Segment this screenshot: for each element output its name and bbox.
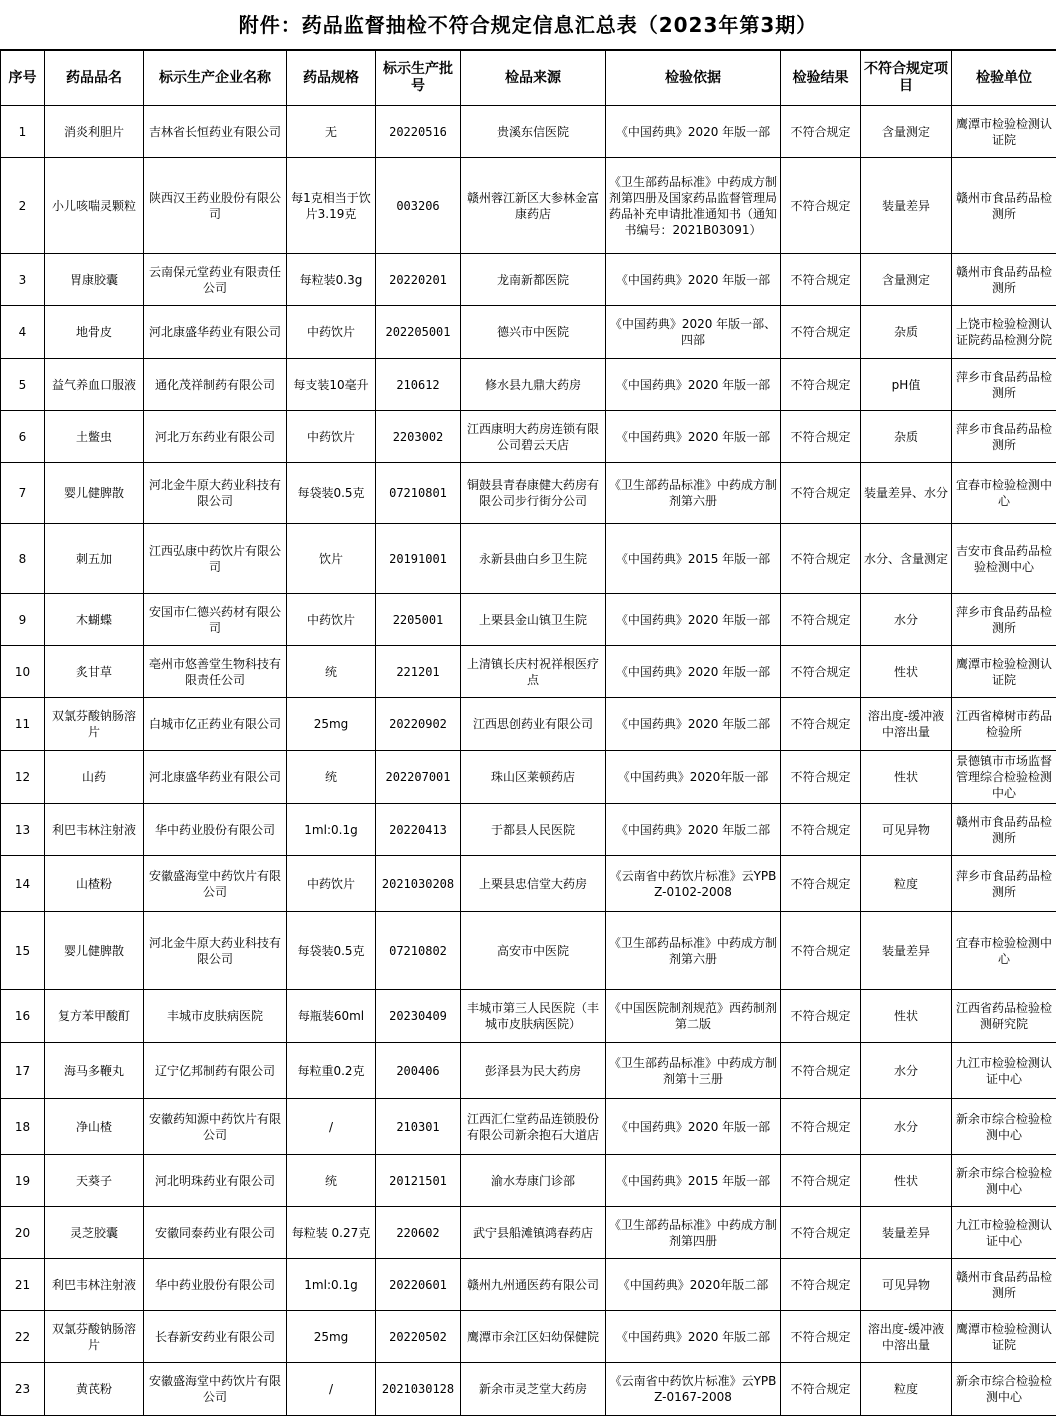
cell-test-unit: 赣州市食品药品检测所: [952, 254, 1056, 306]
cell-index: 14: [1, 856, 45, 912]
cell-drug-name: 小儿咳喘灵颗粒: [45, 158, 144, 254]
cell-failed-item: 性状: [861, 990, 952, 1043]
cell-test-basis: 《卫生部药品标准》中药成方制剂第四册及国家药品监督管理局药品补充申请批准通知书（通知书编号：2021B03091）: [606, 158, 781, 254]
cell-sample-source: 上栗县金山镇卫生院: [461, 594, 606, 646]
cell-drug-name: 双氯芬酸钠肠溶片: [45, 698, 144, 751]
cell-failed-item: 水分: [861, 1099, 952, 1155]
cell-drug-name: 益气养血口服液: [45, 359, 144, 411]
cell-sample-source: 铜鼓县青春康健大药房有限公司步行街分公司: [461, 463, 606, 524]
header-failed-item: 不符合规定项目: [861, 51, 952, 106]
cell-index: 5: [1, 359, 45, 411]
cell-drug-name: 地骨皮: [45, 306, 144, 359]
cell-sample-source: 修水县九鼎大药房: [461, 359, 606, 411]
cell-failed-item: 溶出度-缓冲液中溶出量: [861, 1311, 952, 1363]
cell-index: 12: [1, 751, 45, 804]
cell-test-result: 不符合规定: [781, 594, 861, 646]
cell-test-result: 不符合规定: [781, 411, 861, 463]
cell-test-basis: 《中国药典》2020 年版一部、四部: [606, 306, 781, 359]
cell-index: 6: [1, 411, 45, 463]
cell-specification: 每瓶装60ml: [287, 990, 376, 1043]
table-row: [1, 698, 1056, 751]
cell-specification: 1ml:0.1g: [287, 804, 376, 856]
cell-failed-item: 性状: [861, 751, 952, 804]
cell-sample-source: 鹰潭市余江区妇幼保健院: [461, 1311, 606, 1363]
cell-test-basis: 《卫生部药品标准》中药成方制剂第十三册: [606, 1043, 781, 1099]
cell-specification: /: [287, 1099, 376, 1155]
cell-test-unit: 鹰潭市检验检测认证院: [952, 1311, 1056, 1363]
cell-manufacturer: 云南保元堂药业有限责任公司: [144, 254, 287, 306]
header-test-result: 检验结果: [781, 51, 861, 106]
cell-test-unit: 新余市综合检验检测中心: [952, 1363, 1056, 1416]
cell-drug-name: 山药: [45, 751, 144, 804]
cell-failed-item: 含量测定: [861, 254, 952, 306]
cell-test-unit: 九江市检验检测认证中心: [952, 1043, 1056, 1099]
cell-batch-number: 200406: [376, 1043, 461, 1099]
cell-drug-name: 山楂粉: [45, 856, 144, 912]
cell-test-result: 不符合规定: [781, 804, 861, 856]
cell-batch-number: 20220902: [376, 698, 461, 751]
table-row: [1, 158, 1056, 254]
table-row: [1, 990, 1056, 1043]
cell-sample-source: 德兴市中医院: [461, 306, 606, 359]
cell-test-unit: 上饶市检验检测认证院药品检测分院: [952, 306, 1056, 359]
cell-manufacturer: 河北康盛华药业有限公司: [144, 751, 287, 804]
cell-failed-item: 水分、含量测定: [861, 524, 952, 594]
cell-specification: 统: [287, 646, 376, 698]
cell-test-result: 不符合规定: [781, 359, 861, 411]
cell-index: 13: [1, 804, 45, 856]
table-row: [1, 1259, 1056, 1311]
cell-failed-item: 粒度: [861, 1363, 952, 1416]
table-row: [1, 1363, 1056, 1416]
cell-failed-item: 杂质: [861, 306, 952, 359]
cell-manufacturer: 华中药业股份有限公司: [144, 804, 287, 856]
cell-sample-source: 武宁县船滩镇鸿春药店: [461, 1207, 606, 1259]
cell-manufacturer: 安徽同泰药业有限公司: [144, 1207, 287, 1259]
cell-test-unit: 江西省药品检验检测研究院: [952, 990, 1056, 1043]
cell-test-unit: 九江市检验检测认证中心: [952, 1207, 1056, 1259]
cell-test-result: 不符合规定: [781, 751, 861, 804]
header-manufacturer: 标示生产企业名称: [144, 51, 287, 106]
cell-drug-name: 婴儿健脾散: [45, 912, 144, 990]
cell-specification: 1ml:0.1g: [287, 1259, 376, 1311]
cell-drug-name: 土鳖虫: [45, 411, 144, 463]
cell-test-result: 不符合规定: [781, 1099, 861, 1155]
cell-test-result: 不符合规定: [781, 106, 861, 158]
cell-batch-number: 20220502: [376, 1311, 461, 1363]
cell-test-unit: 萍乡市食品药品检测所: [952, 594, 1056, 646]
cell-index: 4: [1, 306, 45, 359]
cell-sample-source: 上清镇长庆村祝祥根医疗点: [461, 646, 606, 698]
cell-test-result: 不符合规定: [781, 912, 861, 990]
cell-sample-source: 新余市灵芝堂大药房: [461, 1363, 606, 1416]
table-row: [1, 411, 1056, 463]
cell-test-basis: 《中国药典》2020年版二部: [606, 1259, 781, 1311]
cell-test-unit: 景德镇市市场监督管理综合检验检测中心: [952, 751, 1056, 804]
cell-sample-source: 赣州九州通医药有限公司: [461, 1259, 606, 1311]
cell-failed-item: 装量差异: [861, 158, 952, 254]
cell-test-result: 不符合规定: [781, 1155, 861, 1207]
cell-batch-number: 2021030208: [376, 856, 461, 912]
cell-batch-number: 202205001: [376, 306, 461, 359]
cell-drug-name: 黄芪粉: [45, 1363, 144, 1416]
cell-batch-number: 210612: [376, 359, 461, 411]
table-row: [1, 751, 1056, 804]
cell-test-unit: 萍乡市食品药品检测所: [952, 856, 1056, 912]
cell-failed-item: 水分: [861, 1043, 952, 1099]
cell-index: 10: [1, 646, 45, 698]
cell-index: 16: [1, 990, 45, 1043]
cell-drug-name: 灵芝胶囊: [45, 1207, 144, 1259]
cell-test-result: 不符合规定: [781, 1207, 861, 1259]
header-batch-number: 标示生产批号: [376, 51, 461, 106]
cell-manufacturer: 安国市仁德兴药材有限公司: [144, 594, 287, 646]
cell-failed-item: 可见异物: [861, 1259, 952, 1311]
cell-failed-item: 性状: [861, 646, 952, 698]
cell-test-unit: 鹰潭市检验检测认证院: [952, 106, 1056, 158]
cell-test-basis: 《卫生部药品标准》中药成方制剂第四册: [606, 1207, 781, 1259]
header-index: 序号: [1, 51, 45, 106]
cell-drug-name: 利巴韦林注射液: [45, 804, 144, 856]
cell-failed-item: pH值: [861, 359, 952, 411]
cell-batch-number: 07210801: [376, 463, 461, 524]
cell-manufacturer: 安徽盛海堂中药饮片有限公司: [144, 1363, 287, 1416]
cell-sample-source: 珠山区莱顿药店: [461, 751, 606, 804]
inspection-table: [0, 50, 1056, 1416]
cell-test-unit: 萍乡市食品药品检测所: [952, 359, 1056, 411]
cell-manufacturer: 吉林省长恒药业有限公司: [144, 106, 287, 158]
cell-drug-name: 天葵子: [45, 1155, 144, 1207]
cell-manufacturer: 陕西汉王药业股份有限公司: [144, 158, 287, 254]
cell-manufacturer: 安徽盛海堂中药饮片有限公司: [144, 856, 287, 912]
cell-specification: 中药饮片: [287, 306, 376, 359]
cell-specification: 每支装10毫升: [287, 359, 376, 411]
cell-drug-name: 木蝴蝶: [45, 594, 144, 646]
cell-sample-source: 高安市中医院: [461, 912, 606, 990]
cell-drug-name: 刺五加: [45, 524, 144, 594]
cell-drug-name: 复方苯甲酸酊: [45, 990, 144, 1043]
cell-specification: 每粒重0.2克: [287, 1043, 376, 1099]
table-row: [1, 912, 1056, 990]
cell-batch-number: 20121501: [376, 1155, 461, 1207]
cell-test-basis: 《中国药典》2020 年版一部: [606, 1099, 781, 1155]
cell-manufacturer: 通化茂祥制药有限公司: [144, 359, 287, 411]
cell-specification: 中药饮片: [287, 594, 376, 646]
cell-test-unit: 赣州市食品药品检测所: [952, 158, 1056, 254]
cell-specification: 统: [287, 751, 376, 804]
table-body: [1, 106, 1056, 1416]
cell-batch-number: 2203002: [376, 411, 461, 463]
table-row: [1, 1311, 1056, 1363]
cell-batch-number: 20220516: [376, 106, 461, 158]
cell-batch-number: 20220413: [376, 804, 461, 856]
header-row: [1, 51, 1056, 106]
cell-index: 8: [1, 524, 45, 594]
cell-test-result: 不符合规定: [781, 646, 861, 698]
cell-manufacturer: 辽宁亿邦制药有限公司: [144, 1043, 287, 1099]
cell-sample-source: 渝水寿康门诊部: [461, 1155, 606, 1207]
table-row: [1, 359, 1056, 411]
cell-test-unit: 萍乡市食品药品检测所: [952, 411, 1056, 463]
cell-index: 21: [1, 1259, 45, 1311]
cell-manufacturer: 亳州市悠善堂生物科技有限责任公司: [144, 646, 287, 698]
table-row: [1, 524, 1056, 594]
cell-test-basis: 《中国药典》2020 年版一部: [606, 359, 781, 411]
cell-test-result: 不符合规定: [781, 306, 861, 359]
table-row: [1, 1155, 1056, 1207]
cell-specification: 25mg: [287, 1311, 376, 1363]
page-title: 附件：药品监督抽检不符合规定信息汇总表（2023年第3期）: [0, 0, 1056, 50]
cell-specification: 每粒装0.3g: [287, 254, 376, 306]
table-row: [1, 804, 1056, 856]
cell-test-result: 不符合规定: [781, 698, 861, 751]
cell-manufacturer: 河北金牛原大药业科技有限公司: [144, 912, 287, 990]
cell-drug-name: 消炎利胆片: [45, 106, 144, 158]
cell-test-result: 不符合规定: [781, 158, 861, 254]
cell-batch-number: 07210802: [376, 912, 461, 990]
cell-manufacturer: 河北万东药业有限公司: [144, 411, 287, 463]
cell-index: 2: [1, 158, 45, 254]
cell-specification: 中药饮片: [287, 411, 376, 463]
cell-test-result: 不符合规定: [781, 1363, 861, 1416]
cell-manufacturer: 河北康盛华药业有限公司: [144, 306, 287, 359]
cell-drug-name: 海马多鞭丸: [45, 1043, 144, 1099]
cell-test-result: 不符合规定: [781, 856, 861, 912]
cell-sample-source: 江西思创药业有限公司: [461, 698, 606, 751]
cell-test-unit: 赣州市食品药品检测所: [952, 804, 1056, 856]
cell-specification: 每粒装 0.27克: [287, 1207, 376, 1259]
cell-manufacturer: 华中药业股份有限公司: [144, 1259, 287, 1311]
cell-index: 22: [1, 1311, 45, 1363]
cell-test-result: 不符合规定: [781, 254, 861, 306]
cell-test-unit: 吉安市食品药品检验检测中心: [952, 524, 1056, 594]
cell-manufacturer: 丰城市皮肤病医院: [144, 990, 287, 1043]
table-row: [1, 106, 1056, 158]
cell-manufacturer: 河北明珠药业有限公司: [144, 1155, 287, 1207]
cell-manufacturer: 河北金牛原大药业科技有限公司: [144, 463, 287, 524]
table-row: [1, 463, 1056, 524]
cell-drug-name: 炙甘草: [45, 646, 144, 698]
cell-batch-number: 20191001: [376, 524, 461, 594]
cell-index: 17: [1, 1043, 45, 1099]
cell-sample-source: 彭泽县为民大药房: [461, 1043, 606, 1099]
cell-specification: 无: [287, 106, 376, 158]
cell-manufacturer: 长春新安药业有限公司: [144, 1311, 287, 1363]
cell-failed-item: 可见异物: [861, 804, 952, 856]
cell-test-basis: 《中国药典》2020 年版一部: [606, 594, 781, 646]
cell-test-result: 不符合规定: [781, 524, 861, 594]
cell-test-basis: 《卫生部药品标准》中药成方制剂第六册: [606, 463, 781, 524]
header-drug-name: 药品品名: [45, 51, 144, 106]
cell-test-basis: 《中国医院制剂规范》西药制剂第二版: [606, 990, 781, 1043]
cell-specification: 25mg: [287, 698, 376, 751]
cell-sample-source: 赣州蓉江新区大参林金富康药店: [461, 158, 606, 254]
cell-sample-source: 贵溪东信医院: [461, 106, 606, 158]
cell-manufacturer: 江西弘康中药饮片有限公司: [144, 524, 287, 594]
cell-specification: /: [287, 1363, 376, 1416]
cell-failed-item: 装量差异: [861, 1207, 952, 1259]
cell-test-basis: 《中国药典》2020 年版二部: [606, 1311, 781, 1363]
cell-test-unit: 新余市综合检验检测中心: [952, 1155, 1056, 1207]
cell-drug-name: 胃康胶囊: [45, 254, 144, 306]
cell-failed-item: 溶出度-缓冲液中溶出量: [861, 698, 952, 751]
cell-batch-number: 20230409: [376, 990, 461, 1043]
cell-batch-number: 2021030128: [376, 1363, 461, 1416]
cell-test-basis: 《中国药典》2015 年版一部: [606, 1155, 781, 1207]
cell-sample-source: 龙南新都医院: [461, 254, 606, 306]
cell-drug-name: 婴儿健脾散: [45, 463, 144, 524]
cell-sample-source: 江西康明大药房连锁有限公司碧云天店: [461, 411, 606, 463]
cell-test-unit: 新余市综合检验检测中心: [952, 1099, 1056, 1155]
cell-failed-item: 含量测定: [861, 106, 952, 158]
cell-manufacturer: 白城市亿正药业有限公司: [144, 698, 287, 751]
table-row: [1, 594, 1056, 646]
header-test-basis: 检验依据: [606, 51, 781, 106]
table-row: [1, 646, 1056, 698]
cell-test-result: 不符合规定: [781, 463, 861, 524]
cell-batch-number: 221201: [376, 646, 461, 698]
table-row: [1, 1099, 1056, 1155]
header-sample-source: 检品来源: [461, 51, 606, 106]
cell-test-unit: 鹰潭市检验检测认证院: [952, 646, 1056, 698]
cell-failed-item: 粒度: [861, 856, 952, 912]
cell-test-result: 不符合规定: [781, 1311, 861, 1363]
cell-index: 20: [1, 1207, 45, 1259]
cell-batch-number: 210301: [376, 1099, 461, 1155]
cell-test-basis: 《中国药典》2020 年版二部: [606, 804, 781, 856]
cell-manufacturer: 安徽药知源中药饮片有限公司: [144, 1099, 287, 1155]
cell-test-basis: 《中国药典》2020年版一部: [606, 751, 781, 804]
cell-test-basis: 《中国药典》2020 年版一部: [606, 106, 781, 158]
cell-specification: 每袋装0.5克: [287, 912, 376, 990]
cell-test-basis: 《中国药典》2020 年版二部: [606, 698, 781, 751]
cell-index: 19: [1, 1155, 45, 1207]
cell-test-basis: 《中国药典》2020 年版一部: [606, 411, 781, 463]
cell-test-result: 不符合规定: [781, 990, 861, 1043]
cell-sample-source: 江西汇仁堂药品连锁股份有限公司新余抱石大道店: [461, 1099, 606, 1155]
cell-failed-item: 装量差异: [861, 912, 952, 990]
cell-sample-source: 永新县曲白乡卫生院: [461, 524, 606, 594]
table-row: [1, 306, 1056, 359]
cell-specification: 中药饮片: [287, 856, 376, 912]
cell-test-basis: 《中国药典》2020 年版一部: [606, 646, 781, 698]
cell-specification: 每1克相当于饮片3.19克: [287, 158, 376, 254]
cell-test-unit: 江西省樟树市药品检验所: [952, 698, 1056, 751]
cell-index: 15: [1, 912, 45, 990]
cell-specification: 统: [287, 1155, 376, 1207]
cell-index: 11: [1, 698, 45, 751]
cell-specification: 饮片: [287, 524, 376, 594]
cell-test-result: 不符合规定: [781, 1259, 861, 1311]
header-specification: 药品规格: [287, 51, 376, 106]
cell-test-unit: 宜春市检验检测中心: [952, 912, 1056, 990]
cell-failed-item: 杂质: [861, 411, 952, 463]
cell-drug-name: 双氯芬酸钠肠溶片: [45, 1311, 144, 1363]
cell-index: 3: [1, 254, 45, 306]
cell-test-basis: 《卫生部药品标准》中药成方制剂第六册: [606, 912, 781, 990]
table-row: [1, 254, 1056, 306]
cell-drug-name: 净山楂: [45, 1099, 144, 1155]
cell-test-basis: 《云南省中药饮片标准》云YPBZ-0102-2008: [606, 856, 781, 912]
table-row: [1, 1043, 1056, 1099]
cell-index: 1: [1, 106, 45, 158]
table-row: [1, 1207, 1056, 1259]
cell-batch-number: 220602: [376, 1207, 461, 1259]
cell-test-unit: 宜春市检验检测中心: [952, 463, 1056, 524]
cell-test-basis: 《中国药典》2015 年版一部: [606, 524, 781, 594]
table-row: [1, 856, 1056, 912]
cell-index: 9: [1, 594, 45, 646]
cell-failed-item: 性状: [861, 1155, 952, 1207]
cell-test-basis: 《云南省中药饮片标准》云YPBZ-0167-2008: [606, 1363, 781, 1416]
cell-batch-number: 003206: [376, 158, 461, 254]
cell-failed-item: 水分: [861, 594, 952, 646]
header-test-unit: 检验单位: [952, 51, 1056, 106]
cell-drug-name: 利巴韦林注射液: [45, 1259, 144, 1311]
cell-sample-source: 于都县人民医院: [461, 804, 606, 856]
cell-sample-source: 上栗县忠信堂大药房: [461, 856, 606, 912]
cell-specification: 每袋装0.5克: [287, 463, 376, 524]
cell-index: 23: [1, 1363, 45, 1416]
cell-test-unit: 赣州市食品药品检测所: [952, 1259, 1056, 1311]
cell-index: 18: [1, 1099, 45, 1155]
cell-failed-item: 装量差异、水分: [861, 463, 952, 524]
cell-test-result: 不符合规定: [781, 1043, 861, 1099]
cell-index: 7: [1, 463, 45, 524]
cell-batch-number: 20220601: [376, 1259, 461, 1311]
cell-batch-number: 2205001: [376, 594, 461, 646]
cell-batch-number: 20220201: [376, 254, 461, 306]
cell-sample-source: 丰城市第三人民医院（丰城市皮肤病医院）: [461, 990, 606, 1043]
cell-batch-number: 202207001: [376, 751, 461, 804]
cell-test-basis: 《中国药典》2020 年版一部: [606, 254, 781, 306]
